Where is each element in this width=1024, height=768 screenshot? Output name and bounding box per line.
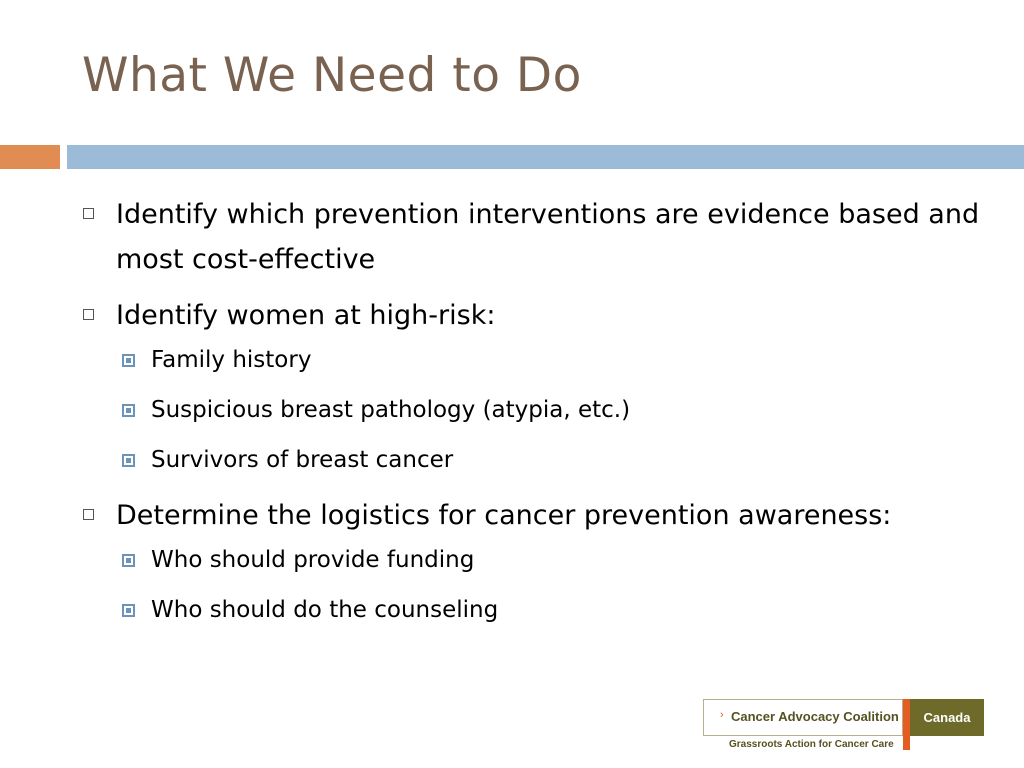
bullet-text: Determine the logistics for cancer prevention awareness: xyxy=(116,500,892,531)
bullet-item xyxy=(80,493,980,538)
bullet-item xyxy=(80,293,980,338)
sub-bullet-list xyxy=(116,343,980,477)
filled-square-icon xyxy=(122,604,135,617)
logo-name: Cancer Advocacy Coalition xyxy=(731,709,899,724)
sub-bullet-item xyxy=(116,443,980,477)
title-accent-bar-orange xyxy=(0,145,60,169)
logo-country: Canada xyxy=(903,699,984,736)
bullet-text: Identify women at high-risk: xyxy=(116,300,496,331)
sub-bullet-text: Family history xyxy=(151,347,312,373)
bullet-item xyxy=(80,192,980,282)
filled-square-icon xyxy=(122,454,135,467)
slide-title: What We Need to Do xyxy=(82,48,582,103)
sub-bullet-item xyxy=(116,393,980,427)
title-accent-bar-blue xyxy=(67,145,1024,169)
coalition-logo xyxy=(703,699,984,754)
sub-bullet-list xyxy=(116,543,980,627)
sub-bullet-group xyxy=(116,343,980,477)
filled-square-icon xyxy=(122,404,135,417)
sub-bullet-item xyxy=(116,593,980,627)
logo-orange-divider xyxy=(903,699,910,750)
filled-square-icon xyxy=(122,554,135,567)
sub-bullet-item xyxy=(116,343,980,377)
logo-arrow-icon: › xyxy=(720,709,724,721)
bullet-list xyxy=(80,192,980,643)
sub-bullet-group xyxy=(116,543,980,627)
hollow-square-icon xyxy=(83,509,94,520)
sub-bullet-text: Who should do the counseling xyxy=(151,597,499,623)
sub-bullet-text: Who should provide funding xyxy=(151,547,475,573)
filled-square-icon xyxy=(122,354,135,367)
sub-bullet-text: Suspicious breast pathology (atypia, etc.) xyxy=(151,397,631,423)
sub-bullet-item xyxy=(116,543,980,577)
bullet-text: Identify which prevention interventions are evidence based and most cost-effective xyxy=(116,199,980,275)
hollow-square-icon xyxy=(83,208,94,219)
hollow-square-icon xyxy=(83,309,94,320)
logo-main-panel xyxy=(703,699,903,736)
sub-bullet-text: Survivors of breast cancer xyxy=(151,447,454,473)
logo-tagline: Grassroots Action for Cancer Care xyxy=(729,739,894,750)
